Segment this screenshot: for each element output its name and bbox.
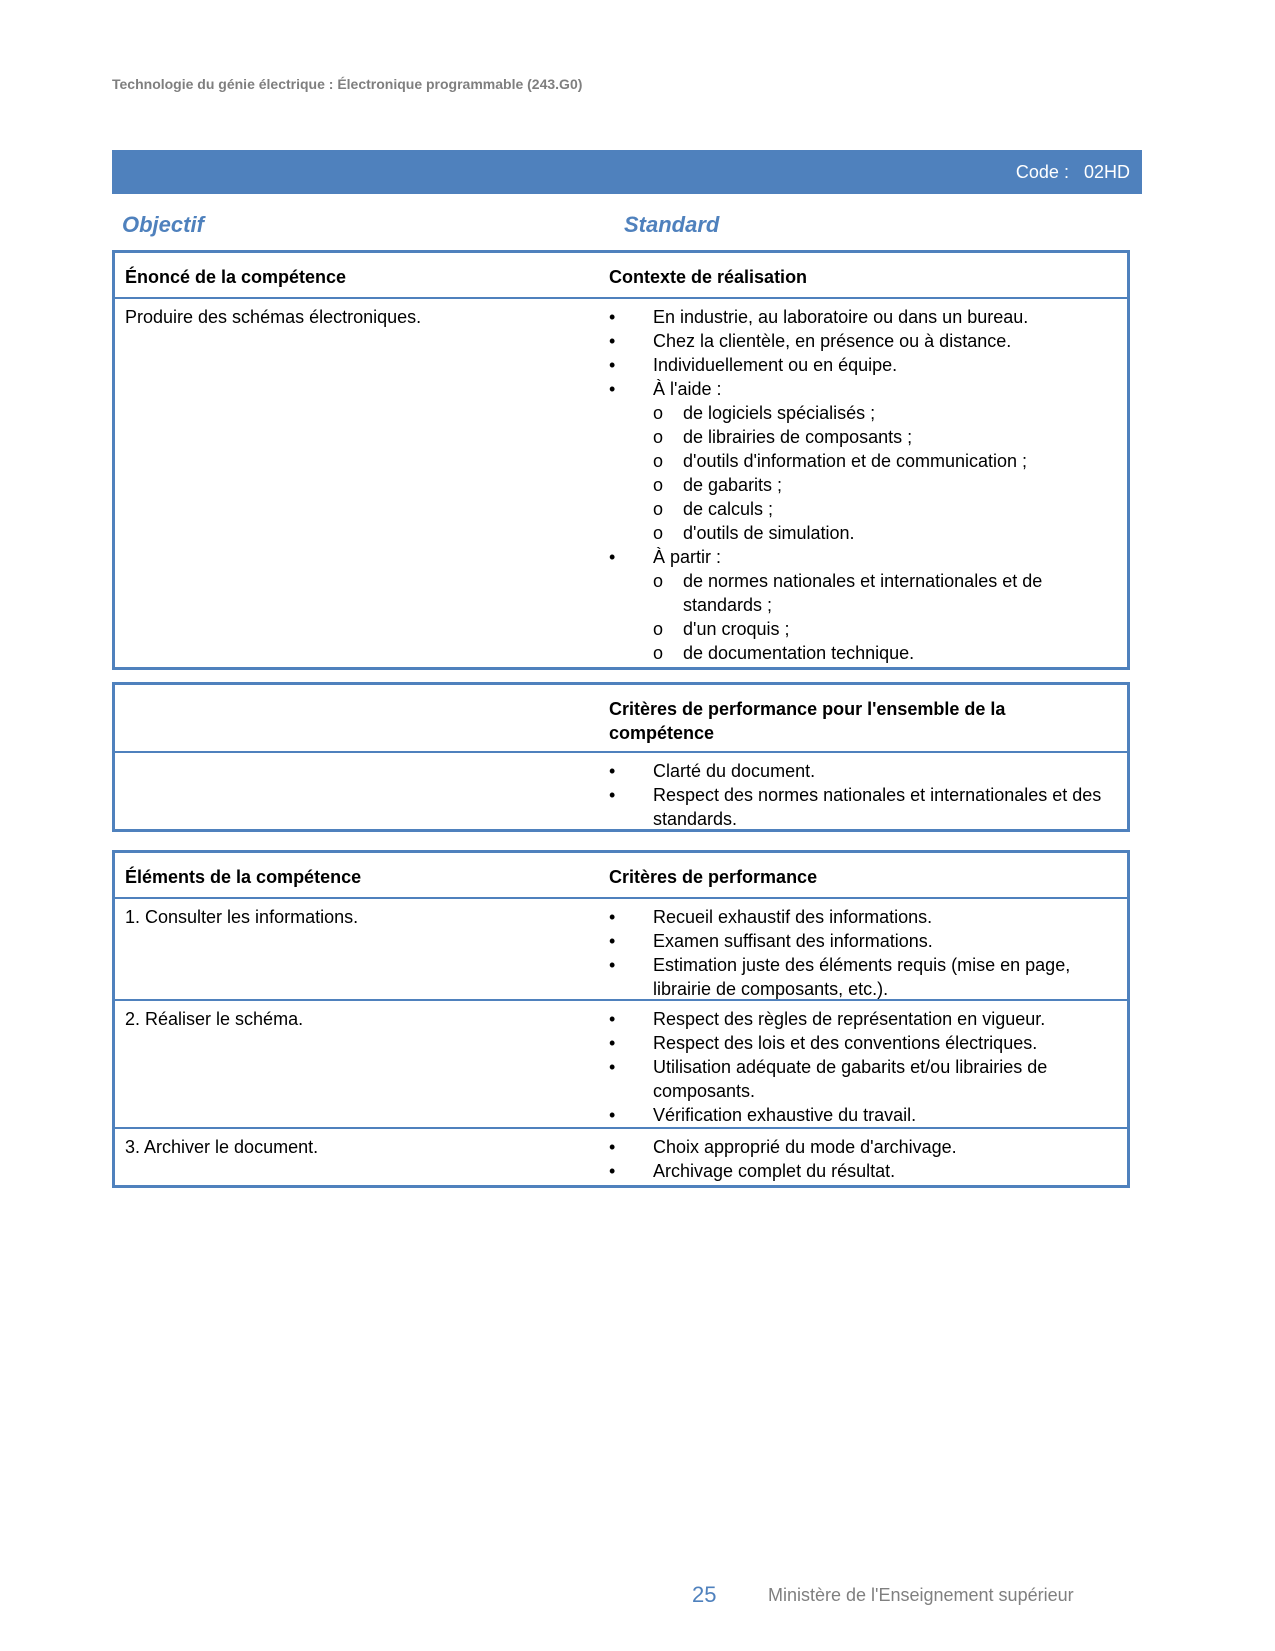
heading-objectif: Objectif [122, 212, 204, 237]
ministry-name: Ministère de l'Enseignement supérieur [768, 1585, 1074, 1605]
contexte-subitem: o d'outils de simulation. [653, 521, 1115, 545]
element-criterion: • Archivage complet du résultat. [609, 1159, 1115, 1183]
element-criterion: • Examen suffisant des informations. [609, 929, 1115, 953]
contexte-sublist [653, 569, 1115, 665]
ensemble-criterion: • Clarté du document. [609, 759, 1115, 783]
code-bar [112, 150, 1142, 194]
element-criterion: • Respect des lois et des conventions électriques. [609, 1031, 1115, 1055]
ensemble-header: Critères de performance pour l'ensemble de la compétence [609, 699, 1006, 743]
element-criteria-list [609, 1135, 1115, 1183]
contexte-subitem: o de documentation technique. [653, 641, 1115, 665]
contexte-item [609, 545, 1115, 665]
contexte-item-text: À partir : [653, 547, 722, 567]
code-label: Code : [1015, 162, 1069, 182]
contexte-item [609, 353, 1115, 377]
contexte-item [609, 329, 1115, 353]
elements-header: Éléments de la compétence [125, 867, 362, 887]
contexte-item-text: En industrie, au laboratoire ou dans un bureau. [653, 307, 1029, 327]
contexte-item [609, 305, 1115, 329]
contexte-subitem: o de librairies de composants ; [653, 425, 1115, 449]
contexte-sublist [653, 401, 1115, 545]
contexte-item-text: Chez la clientèle, en présence ou à distance. [653, 331, 1012, 351]
contexte-list [609, 305, 1115, 665]
element-criteria-list [609, 905, 1115, 1001]
competence-body-row [115, 297, 1127, 667]
element-criterion: • Estimation juste des éléments requis (mise en page, librairie de composants, etc.). [609, 953, 1115, 1001]
contexte-subitem: o d'un croquis ; [653, 617, 1115, 641]
heading-standard: Standard [624, 212, 720, 237]
element-row [115, 1127, 1127, 1185]
ensemble-list [609, 759, 1115, 831]
page-number: 25 [692, 1582, 717, 1607]
contexte-header: Contexte de réalisation [609, 267, 808, 287]
element-criterion: • Recueil exhaustif des informations. [609, 905, 1115, 929]
element-criterion: • Choix approprié du mode d'archivage. [609, 1135, 1115, 1159]
program-header: Technologie du génie électrique : Électronique programmable (243.G0) [112, 76, 583, 92]
contexte-subitem: o de logiciels spécialisés ; [653, 401, 1115, 425]
element-criteria-list [609, 1007, 1115, 1127]
contexte-subitem: o d'outils d'information et de communication ; [653, 449, 1115, 473]
contexte-subitem: o de calculs ; [653, 497, 1115, 521]
element-row [115, 897, 1127, 999]
contexte-item [609, 377, 1115, 545]
footer [692, 1582, 1074, 1608]
ensemble-header-row [115, 685, 1127, 751]
element-row [115, 999, 1127, 1127]
code-text [1016, 162, 1130, 183]
element-text: 3. Archiver le document. [125, 1137, 319, 1157]
code-value: 02HD [1083, 162, 1130, 182]
contexte-item-text: Individuellement ou en équipe. [653, 355, 898, 375]
ensemble-body-row [115, 751, 1127, 829]
elements-header-row [115, 853, 1127, 897]
ensemble-criteria-table [112, 682, 1130, 832]
enonce-header: Énoncé de la compétence [125, 267, 347, 287]
criteres-header: Critères de performance [609, 867, 818, 887]
contexte-subitem: o de normes nationales et internationales et de standards ; [653, 569, 1115, 617]
element-text: 1. Consulter les informations. [125, 907, 359, 927]
competence-table [112, 250, 1130, 670]
element-criterion: • Utilisation adéquate de gabarits et/ou librairies de composants. [609, 1055, 1115, 1103]
element-criterion: • Respect des règles de représentation en vigueur. [609, 1007, 1115, 1031]
enonce-text: Produire des schémas électroniques. [125, 307, 422, 327]
contexte-item-text: À l'aide : [653, 379, 722, 399]
ensemble-criterion: • Respect des normes nationales et internationales et des standards. [609, 783, 1115, 831]
element-criterion: • Vérification exhaustive du travail. [609, 1103, 1115, 1127]
element-text: 2. Réaliser le schéma. [125, 1009, 304, 1029]
contexte-subitem: o de gabarits ; [653, 473, 1115, 497]
competence-header-row [115, 253, 1127, 297]
elements-table [112, 850, 1130, 1188]
